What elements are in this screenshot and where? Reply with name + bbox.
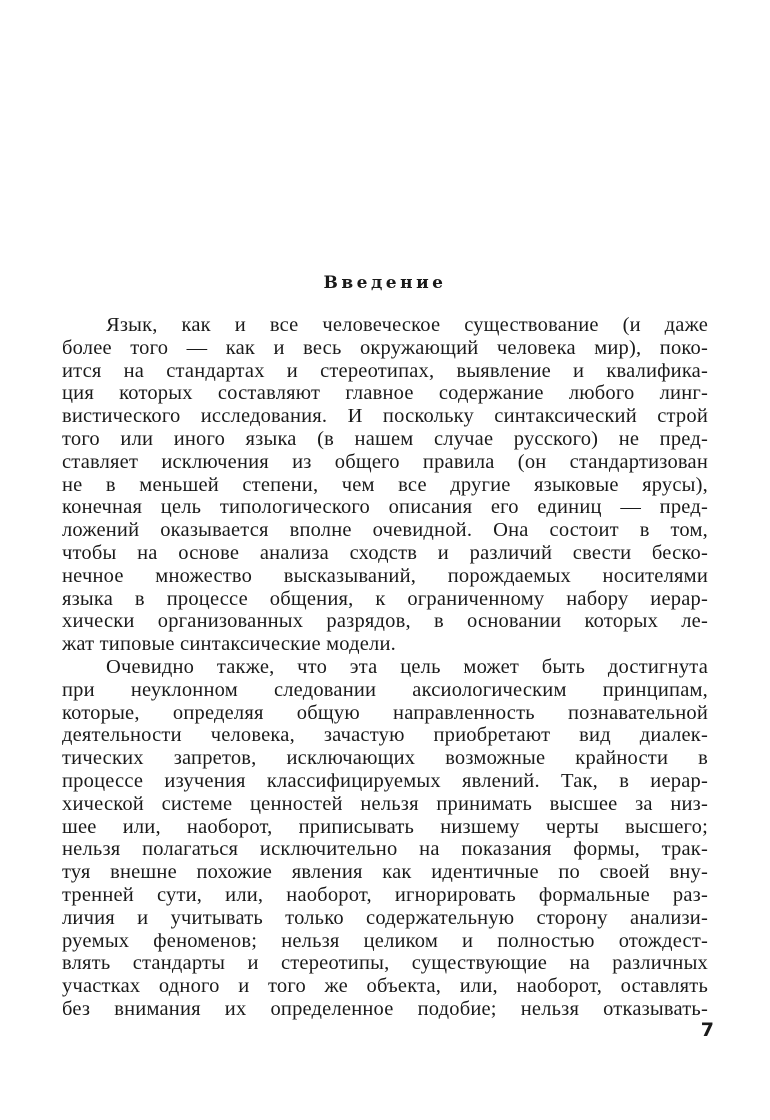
page-number: 7 xyxy=(700,1019,714,1041)
text-line: конечная цель типологического описания его единиц — пред- xyxy=(62,496,708,519)
text-line: без внимания их определенное подобие; нельзя отказывать- xyxy=(62,997,708,1020)
text-line: языка в процессе общения, к ограниченному набору иерар- xyxy=(62,587,708,610)
text-line: чтобы на основе анализа сходств и различий свести беско- xyxy=(62,541,708,564)
text-line: при неуклонном следовании аксиологическим принципам, xyxy=(62,678,708,701)
section-heading: Введение xyxy=(323,273,447,293)
text-line: личия и учитывать только содержательную сторону анализи- xyxy=(62,906,708,929)
text-line: ставляет исключения из общего правила (он стандартизован xyxy=(62,450,708,473)
text-line: туя внешне похожие явления как идентичные по своей вну- xyxy=(62,861,708,884)
text-line: тических запретов, исключающих возможные крайности в xyxy=(62,747,708,770)
text-line: не в меньшей степени, чем все другие языковые ярусы), xyxy=(62,473,708,496)
text-line: ложений оказывается вполне очевидной. Она состоит в том, xyxy=(62,519,708,542)
text-line: вистического исследования. И поскольку синтаксический строй xyxy=(62,405,708,428)
text-line: ится на стандартах и стереотипах, выявление и квалифика- xyxy=(62,359,708,382)
text-line: Очевидно также, что эта цель может быть достигнута xyxy=(106,655,708,678)
body-text xyxy=(62,314,708,1021)
text-line: нельзя полагаться исключительно на показания формы, трак- xyxy=(62,838,708,861)
text-line: руемых феноменов; нельзя целиком и полностью отождест- xyxy=(62,929,708,952)
text-line: хической системе ценностей нельзя принимать высшее за низ- xyxy=(62,792,708,815)
text-line: хически организованных разрядов, в основании которых ле- xyxy=(62,610,708,633)
text-line: жат типовые синтаксические модели. xyxy=(62,633,396,656)
text-line: процессе изучения классифицируемых явлений. Так, в иерар- xyxy=(62,769,708,792)
text-line: ция которых составляют главное содержание любого линг- xyxy=(62,382,708,405)
text-line: более того — как и весь окружающий человека мир), поко- xyxy=(62,336,708,359)
text-line: Язык, как и все человеческое существование (и даже xyxy=(106,314,708,336)
text-line: участках одного и того же объекта, или, наоборот, оставлять xyxy=(62,975,708,998)
text-line: которые, определяя общую направленность познавательной xyxy=(62,701,708,724)
text-line: шее или, наоборот, приписывать низшему черты высшего; xyxy=(62,815,708,838)
text-line: тренней сути, или, наоборот, игнорировать формальные раз- xyxy=(62,883,708,906)
text-line: нечное множество высказываний, порождаемых носителями xyxy=(62,564,708,587)
text-line: того или иного языка (в нашем случае русского) не пред- xyxy=(62,427,708,450)
text-line: влять стандарты и стереотипы, существующие на различных xyxy=(62,952,708,975)
text-line: деятельности человека, зачастую приобретают вид диалек- xyxy=(62,724,708,747)
